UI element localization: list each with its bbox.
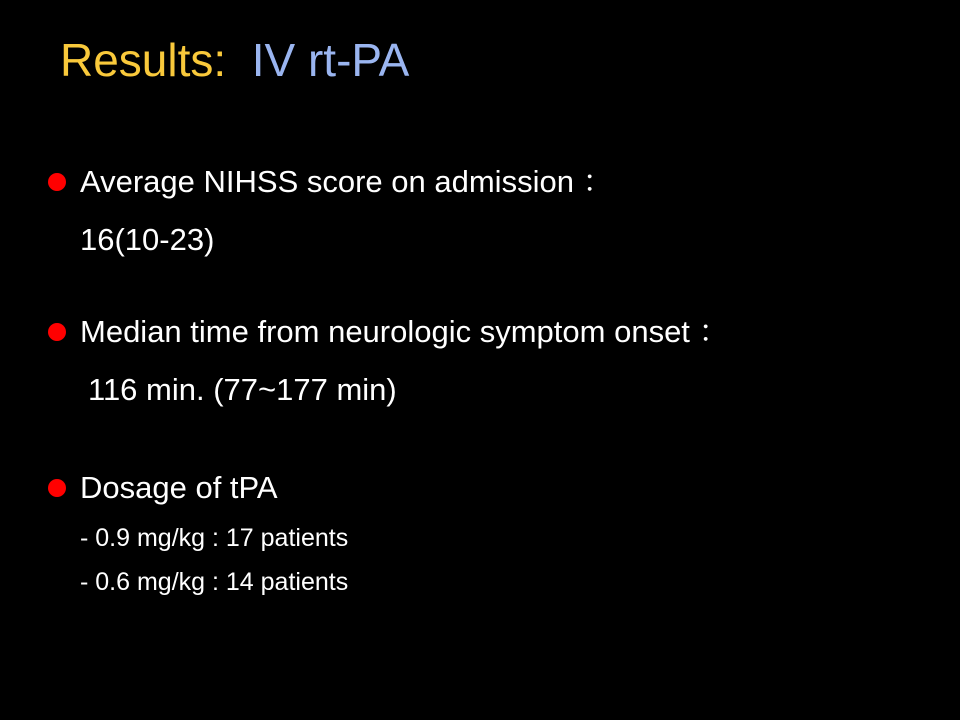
title-label: Results: — [60, 34, 227, 86]
bullet-median-time-text: Median time from neurologic symptom onset ： — [80, 314, 730, 349]
bullet-dot-icon — [48, 479, 66, 497]
dosage-item: - 0.9 mg/kg : 17 patients — [80, 524, 349, 552]
title-spacer — [226, 34, 252, 86]
slide-title — [60, 28, 409, 92]
bullet-dosage-text: Dosage of tPA — [80, 470, 278, 505]
bullet-median-time-value: 116 min. (77~177 min) — [88, 372, 397, 407]
bullet-dot-icon — [48, 323, 66, 341]
bullet-nihss — [48, 162, 614, 202]
bullet-dot-icon — [48, 173, 66, 191]
dosage-item: - 0.6 mg/kg : 14 patients — [80, 568, 349, 596]
bullet-nihss-value: 16(10-23) — [80, 222, 215, 257]
bullet-median-time — [48, 312, 730, 352]
bullet-nihss-text: Average NIHSS score on admission ： — [80, 164, 614, 199]
bullet-dosage — [48, 468, 278, 508]
title-topic: IV rt-PA — [251, 34, 410, 86]
